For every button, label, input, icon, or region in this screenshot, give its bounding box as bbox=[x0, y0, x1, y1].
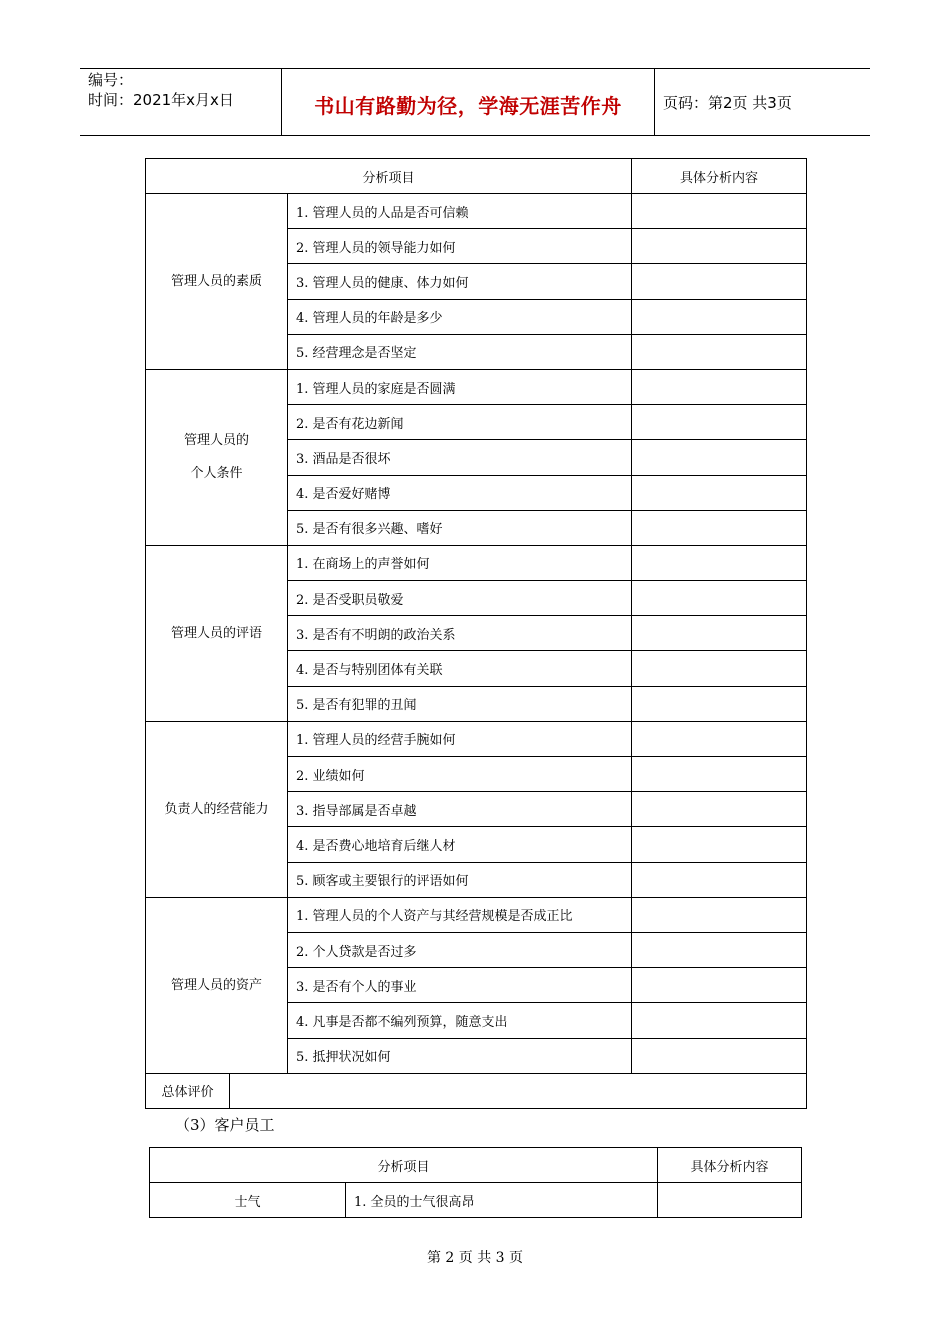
group-label bbox=[146, 897, 288, 1073]
analysis-content-cell[interactable] bbox=[632, 897, 807, 932]
group-label-line1: 管理人员的素质 bbox=[170, 273, 262, 289]
column-header-content: 具体分析内容 bbox=[658, 1148, 802, 1183]
analysis-content-cell[interactable] bbox=[632, 1003, 807, 1038]
analysis-item: 3. 是否有不明朗的政治关系 bbox=[288, 616, 632, 651]
group-label-line1: 管理人员的评语 bbox=[170, 625, 262, 641]
analysis-item: 1. 管理人员的家庭是否圆满 bbox=[288, 369, 632, 404]
analysis-item: 4. 是否费心地培育后继人材 bbox=[288, 827, 632, 862]
table-row bbox=[146, 897, 807, 932]
column-header-item: 分析项目 bbox=[150, 1148, 658, 1183]
table-row bbox=[146, 369, 807, 404]
analysis-content-cell[interactable] bbox=[632, 545, 807, 580]
analysis-content-cell[interactable] bbox=[632, 440, 807, 475]
header-motto: 书山有路勤为径，学海无涯苦作舟 bbox=[314, 94, 622, 118]
analysis-item: 5. 经营理念是否坚定 bbox=[288, 334, 632, 369]
group-label-line1: 管理人员的 bbox=[183, 433, 249, 449]
analysis-content-cell[interactable] bbox=[632, 862, 807, 897]
table-header-row bbox=[150, 1148, 802, 1183]
customer-staff-analysis-table bbox=[149, 1147, 802, 1218]
group-label-line1: 管理人员的资产 bbox=[170, 977, 262, 993]
analysis-item: 3. 是否有个人的事业 bbox=[288, 968, 632, 1003]
analysis-item: 5. 是否有很多兴趣、嗜好 bbox=[288, 510, 632, 545]
document-number-label: 编号： bbox=[88, 71, 134, 89]
analysis-content-cell[interactable] bbox=[632, 616, 807, 651]
analysis-content-cell[interactable] bbox=[632, 827, 807, 862]
column-header-item: 分析项目 bbox=[146, 159, 632, 194]
analysis-content-cell[interactable] bbox=[632, 405, 807, 440]
analysis-item: 3. 酒品是否很坏 bbox=[288, 440, 632, 475]
analysis-item: 2. 个人贷款是否过多 bbox=[288, 932, 632, 967]
analysis-item: 2. 管理人员的领导能力如何 bbox=[288, 229, 632, 264]
analysis-item: 4. 是否爱好赌博 bbox=[288, 475, 632, 510]
group-label-line1: 负责人的经营能力 bbox=[164, 801, 269, 817]
analysis-content-cell[interactable] bbox=[632, 369, 807, 404]
header-meta bbox=[88, 70, 234, 110]
group-label: 士气 bbox=[150, 1183, 346, 1218]
analysis-content-cell[interactable] bbox=[632, 194, 807, 229]
header-page-info: 页码：第2页 共3页 bbox=[663, 94, 792, 112]
group-label bbox=[146, 545, 288, 721]
analysis-content-cell[interactable] bbox=[632, 475, 807, 510]
analysis-item: 2. 业绩如何 bbox=[288, 757, 632, 792]
column-header-content: 具体分析内容 bbox=[632, 159, 807, 194]
analysis-item: 1. 管理人员的个人资产与其经营规模是否成正比 bbox=[288, 897, 632, 932]
overall-evaluation-row bbox=[146, 1073, 807, 1108]
analysis-item: 1. 管理人员的人品是否可信赖 bbox=[288, 194, 632, 229]
analysis-content-cell[interactable] bbox=[632, 757, 807, 792]
header-divider-right bbox=[654, 68, 655, 136]
table-row bbox=[146, 721, 807, 756]
analysis-content-cell[interactable] bbox=[632, 721, 807, 756]
group-label bbox=[146, 194, 288, 370]
analysis-content-cell[interactable] bbox=[632, 792, 807, 827]
analysis-content-cell[interactable] bbox=[632, 264, 807, 299]
table-header-row bbox=[146, 159, 807, 194]
table-row bbox=[150, 1183, 802, 1218]
section-title-customer-staff: （3）客户员工 bbox=[175, 1116, 275, 1134]
analysis-content-cell[interactable] bbox=[658, 1183, 802, 1218]
analysis-item: 2. 是否有花边新闻 bbox=[288, 405, 632, 440]
analysis-item: 4. 管理人员的年龄是多少 bbox=[288, 299, 632, 334]
group-label-line2: 个人条件 bbox=[190, 466, 243, 482]
table-row bbox=[146, 194, 807, 229]
analysis-item: 1. 全员的士气很高昂 bbox=[346, 1183, 658, 1218]
analysis-content-cell[interactable] bbox=[632, 299, 807, 334]
analysis-item: 2. 是否受职员敬爱 bbox=[288, 581, 632, 616]
group-label bbox=[146, 369, 288, 545]
analysis-item: 5. 顾客或主要银行的评语如何 bbox=[288, 862, 632, 897]
analysis-content-cell[interactable] bbox=[632, 651, 807, 686]
overall-evaluation-label: 总体评价 bbox=[146, 1073, 230, 1108]
analysis-item: 3. 管理人员的健康、体力如何 bbox=[288, 264, 632, 299]
page-footer: 第 2 页 共 3 页 bbox=[426, 1250, 524, 1266]
analysis-content-cell[interactable] bbox=[632, 510, 807, 545]
analysis-item: 5. 抵押状况如何 bbox=[288, 1038, 632, 1073]
analysis-item: 1. 在商场上的声誉如何 bbox=[288, 545, 632, 580]
analysis-item: 1. 管理人员的经营手腕如何 bbox=[288, 721, 632, 756]
analysis-item: 5. 是否有犯罪的丑闻 bbox=[288, 686, 632, 721]
analysis-content-cell[interactable] bbox=[632, 229, 807, 264]
analysis-content-cell[interactable] bbox=[632, 686, 807, 721]
analysis-item: 3. 指导部属是否卓越 bbox=[288, 792, 632, 827]
header-bottom-rule bbox=[80, 135, 870, 136]
document-date: 时间：2021年x月x日 bbox=[88, 91, 234, 109]
analysis-content-cell[interactable] bbox=[632, 968, 807, 1003]
overall-evaluation-cell[interactable] bbox=[230, 1073, 807, 1108]
analysis-content-cell[interactable] bbox=[632, 581, 807, 616]
analysis-content-cell[interactable] bbox=[632, 932, 807, 967]
analysis-item: 4. 是否与特别团体有关联 bbox=[288, 651, 632, 686]
management-analysis-table bbox=[145, 158, 807, 1109]
header-top-rule bbox=[80, 68, 870, 69]
analysis-content-cell[interactable] bbox=[632, 334, 807, 369]
table-row bbox=[146, 545, 807, 580]
analysis-item: 4. 凡事是否都不编列预算，随意支出 bbox=[288, 1003, 632, 1038]
analysis-content-cell[interactable] bbox=[632, 1038, 807, 1073]
group-label bbox=[146, 721, 288, 897]
